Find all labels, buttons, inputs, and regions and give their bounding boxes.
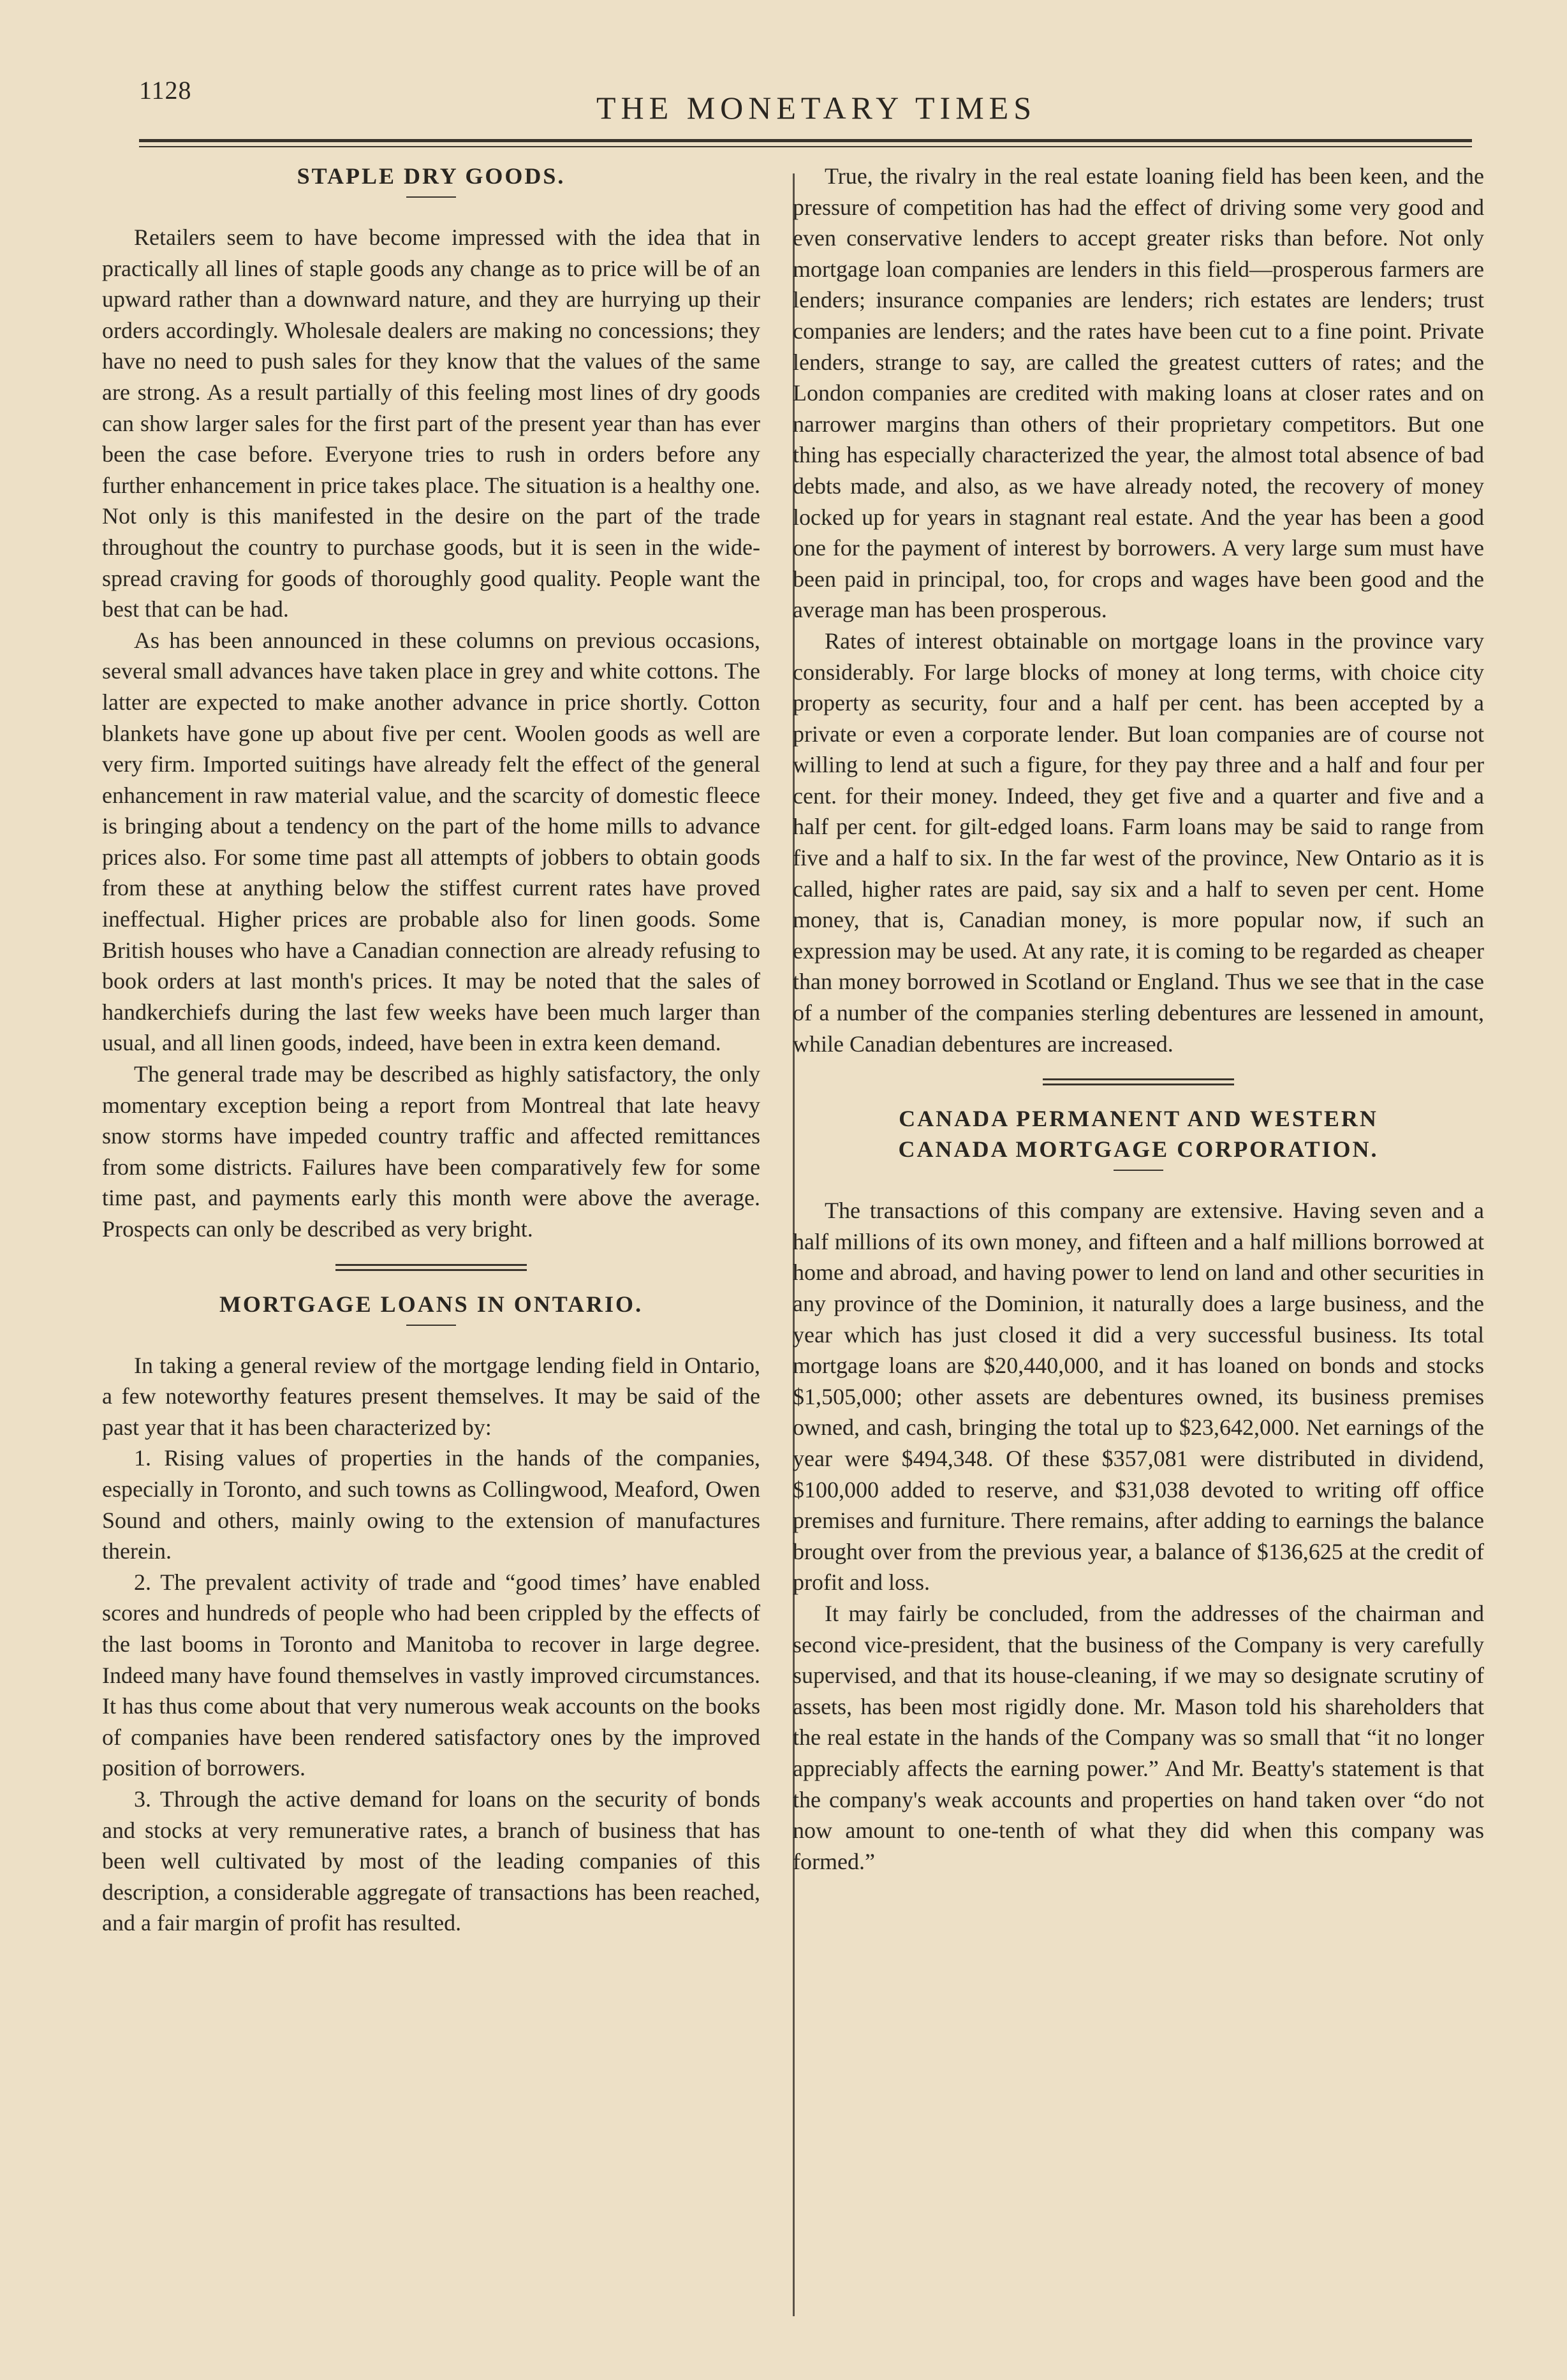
staple-paragraph-1: Retailers seem to have become impressed with the idea that in practically all lines of staple goods any change as to price will be of an upward rather than a downward nature, and they are hurrying up their orders accordingly. Wholesale dealers are making no concessions; they have no need to push sales for they know that the values of the same are strong. As a result partially of this feeling most lines of dry goods can show larger sales for the first part of the present year than has ever been the case before. Everyone tries to rush in orders before any further enhancement in price takes place. The situation is a healthy one. Not only is this manifested in the desire on the part of the trade throughout the country to purchase goods, but it is seen in the wide-spread craving for goods of thoroughly good quality. People want the best that can be had. (102, 224, 760, 622)
mortgage-paragraph-1: In taking a general review of the mortgage lending field in Ontario, a few noteworthy features present themselves. It may be said of the past year that it has been characterized by: (102, 1352, 760, 1440)
short-rule (1114, 1170, 1163, 1171)
mortgage-loans-heading: MORTGAGE LOANS IN ONTARIO. (219, 1291, 644, 1317)
header-rule-thin (139, 146, 1472, 147)
canada-permanent-heading-line-2: CANADA MORTGAGE CORPORATION. (898, 1136, 1379, 1163)
right-column (793, 161, 1484, 1877)
header-rule (139, 139, 1472, 142)
canada-permanent-heading-line-1: CANADA PERMANENT AND WESTERN (899, 1106, 1378, 1132)
short-rule (406, 1325, 456, 1326)
section-double-rule (335, 1264, 527, 1271)
continuation-paragraph-2: Rates of interest obtainable on mortgage loans in the province vary considerably. For large blocks of money at long terms, with choice city property as security, four and a half per cent. has been accepted by a private or even a corporate lender. But loan companies are of course not willing to lend at such a figure, for they pay three and a half and four per cent. for their money. Indeed, they get five and a quarter and five and a half per cent. for gilt-edged loans. Farm loans may be said to range from five and a half to six. In the far west of the province, New Ontario as it is called, higher rates are paid, say six and a half to seven per cent. Home money, that is, Canadian money, is more popular now, if such an expression may be used. At any rate, it is coming to be regarded as cheaper than money borrowed in Scotland or England. Thus we see that in the case of a number of the companies sterling debentures are lessened in amount, while Canadian debentures are increased. (793, 628, 1484, 1057)
left-column (102, 161, 760, 1939)
canada-paragraph-1: The transactions of this company are extensive. Having seven and a half millions of its own money, and fifteen and a half millions borrowed at home and abroad, and having power to lend on land and other securities in any province of the Dominion, it naturally does a large business, and the year which has just closed it did a very successful business. Its total mortgage loans are $20,440,000, and it has loaned on bonds and stocks $1,505,000; other assets are debentures owned, its business premises owned, and cash, bringing the total up to $23,642,000. Net earnings of the year were $494,348. Of these $357,081 were distributed in dividend, $100,000 added to reserve, and $31,038 devoted to writing off office premises and furniture. There remains, after adding to earnings the balance brought over from the previous year, a balance of $136,625 at the credit of profit and loss. (793, 1198, 1484, 1596)
canada-paragraph-2: It may fairly be concluded, from the addresses of the chairman and second vice-president, that the business of the Company is very carefully supervised, and that its house-cleaning, if we may so designate scrutiny of assets, has been most rigidly done. Mr. Mason told his shareholders that the real estate in the hands of the Company was so small that “it no longer appreciably affects the earning power.” And Mr. Beatty's statement is that the company's weak accounts and properties on hand taken over “do not now amount to one-tenth of what they did when this company was formed.” (793, 1600, 1484, 1874)
mortgage-point-3: 3. Through the active demand for loans on the security of bonds and stocks at very remunerative rates, a branch of business that has been well cultivated by most of the leading companies of this description, a considerable aggregate of transactions has been reached, and a fair margin of profit has resulted. (102, 1786, 760, 1936)
masthead-title: THE MONETARY TIMES (596, 90, 1036, 126)
continuation-paragraph-1: True, the rivalry in the real estate loaning field has been keen, and the pressure of competition has had the effect of driving some very good and even conservative lenders to accept greater risks than before. Not only mortgage loan companies are lenders in this field—prosperous farmers are lenders; insurance companies are lenders; rich estates are lenders; trust companies are lenders; and the rates have been cut to a fine point. Private lenders, strange to say, are called the greatest cutters of rates; and the London companies are credited with making loans at closer rates and on narrower margins than others of their proprietary competitors. But one thing has especially characterized the year, the almost total absence of bad debts made, and also, as we have already noted, the recovery of money locked up for years in stagnant real estate. And the year has been a good one for the payment of interest by borrowers. A very large sum must have been paid in principal, too, for crops and wages have been good and the average man has been prosperous. (793, 163, 1484, 623)
short-rule (406, 196, 456, 198)
mortgage-point-1: 1. Rising values of properties in the hands of the companies, especially in Toronto, and such towns as Collingwood, Meaford, Owen Sound and others, mainly owing to the extension of manufactures therein. (102, 1445, 760, 1564)
mortgage-point-2: 2. The prevalent activity of trade and “good times’ have enabled scores and hundreds of people who had been crippled by the effects of the last booms in Toronto and Manitoba to recover in large degree. Indeed many have found themselves in vastly improved circumstances. It has thus come about that very numerous weak accounts on the books of companies have been rendered satisfactory ones by the improved position of borrowers. (102, 1569, 760, 1781)
staple-paragraph-3: The general trade may be described as highly satisfactory, the only momentary exception being a report from Montreal that late heavy snow storms have impeded country traffic and affected remittances from some districts. Failures have been comparatively few for some time past, and payments early this month were above the average. Prospects can only be described as very bright. (102, 1061, 760, 1242)
page-number: 1128 (139, 76, 192, 105)
staple-dry-goods-heading: STAPLE DRY GOODS. (297, 163, 566, 189)
section-double-rule (1043, 1078, 1234, 1085)
staple-paragraph-2: As has been announced in these columns on previous occasions, several small advances have taken place in grey and white cottons. The latter are expected to make another advance in price shortly. Cotton blankets have gone up about five per cent. Woolen goods as well are very firm. Imported suitings have already felt the effect of the general enhancement in raw material value, and the scarcity of domestic fleece is bringing about a tendency on the part of the home mills to advance prices also. For some time past all attempts of jobbers to obtain goods from these at anything below the stiffest current rates have proved ineffectual. Higher prices are probable also for linen goods. Some British houses who have a Canadian connection are already refusing to book orders at last month's prices. It may be noted that the sales of handkerchiefs during the last few weeks have been much larger than usual, and all linen goods, indeed, have been in extra keen demand. (102, 627, 760, 1056)
